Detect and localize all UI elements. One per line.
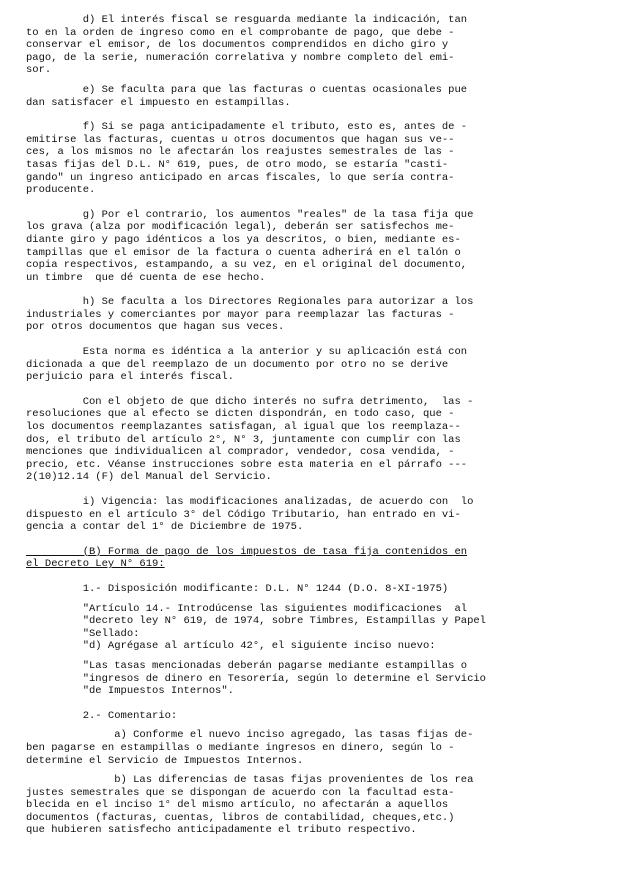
- text-line: los documentos reemplazantes satisfagan, al igual que los reemplaza--: [26, 421, 461, 434]
- text-line: dan satisfacer el impuesto en estampillas.: [26, 96, 291, 109]
- paragraph-g: [26, 209, 606, 285]
- text-line: "Artículo 14.- Introdúcense las siguientes modificaciones al: [26, 602, 468, 615]
- text-line: por otros documentos que hagan sus veces.: [26, 321, 285, 334]
- text-line: gando" un ingreso anticipado en arcas fiscales, lo que sería contra-: [26, 171, 455, 184]
- section-heading-b: [26, 546, 606, 571]
- quote-tasas: [26, 660, 606, 698]
- text-line: tampillas que el emisor de la factura o cuenta adherirá en el talón o: [26, 246, 461, 259]
- text-line: que hubieren satisfecho anticipadamente el tributo respectivo.: [26, 824, 417, 837]
- text-line: tasas fijas del D.L. N° 619, pues, de otro modo, se estaría "casti-: [26, 158, 449, 171]
- paragraph-vigencia: [26, 496, 606, 534]
- text-line: los grava (alza por modificación legal), deberán ser satisfechos me-: [26, 221, 455, 234]
- text-line: dispuesto en el artículo 3° del Código Tributario, han entrado en vi-: [26, 508, 461, 521]
- text-line: copia respectivos, estampando, a su vez, en el original del documento,: [26, 259, 468, 272]
- text-line: resoluciones que al efecto se dicten dispondrán, en todo caso, que -: [26, 408, 455, 421]
- comentario-heading: [26, 710, 606, 723]
- text-line: g) Por el contrario, los aumentos "reales" de la tasa fija que: [26, 208, 474, 221]
- text-line: ces, a los mismos no le afectarán los reajustes semestrales de las -: [26, 146, 455, 159]
- paragraph-objeto: [26, 396, 606, 484]
- text-line: to en la orden de ingreso como en el comprobante de pago, que debe -: [26, 26, 455, 39]
- text-line: conservar el emisor, de los documentos comprendidos en dicho giro y: [26, 39, 449, 52]
- text-line: determine el Servicio de Impuestos Internos.: [26, 754, 304, 767]
- text-line: "de Impuestos Internos".: [26, 685, 234, 698]
- text-line: 2(10)12.14 (F) del Manual del Servicio.: [26, 471, 272, 484]
- paragraph-d: [26, 14, 606, 77]
- text-line: precio, etc. Véanse instrucciones sobre esta materia en el párrafo ---: [26, 458, 468, 471]
- heading-line: el Decreto Ley N° 619:: [26, 558, 165, 571]
- document-page: [26, 14, 606, 837]
- paragraph-e: [26, 84, 606, 109]
- text-line: gencia a contar del 1° de Diciembre de 1975.: [26, 521, 304, 534]
- text-line: f) Si se paga anticipadamente el tributo, esto es, antes de -: [26, 121, 468, 134]
- text-line: un timbre que dé cuenta de ese hecho.: [26, 271, 266, 284]
- text-line: h) Se faculta a los Directores Regionales para autorizar a los: [26, 296, 474, 309]
- text-line: "Las tasas mencionadas deberán pagarse mediante estampillas o: [26, 659, 468, 672]
- text-line: emitirse las facturas, cuentas u otros documentos que hagan sus ve--: [26, 133, 455, 146]
- text-line: pago, de la serie, numeración correlativa y nombre completo del emi-: [26, 51, 455, 64]
- comentario-b: [26, 774, 606, 837]
- text-line: "d) Agrégase al artículo 42°, el siguiente inciso nuevo:: [26, 640, 436, 653]
- text-line: industriales y comerciantes por mayor para reemplazar las facturas -: [26, 308, 455, 321]
- paragraph-norma: [26, 346, 606, 384]
- text-line: diante giro y pago idénticos a los ya descritos, o bien, mediante es-: [26, 233, 461, 246]
- text-line: 2.- Comentario:: [26, 709, 178, 722]
- text-line: Con el objeto de que dicho interés no sufra detrimento, las -: [26, 395, 474, 408]
- text-line: documentos (facturas, cuentas, libros de contabilidad, cheques,etc.): [26, 811, 455, 824]
- heading-line: (B) Forma de pago de los impuestos de tasa fija contenidos en: [26, 545, 468, 558]
- text-line: i) Vigencia: las modificaciones analizadas, de acuerdo con lo: [26, 496, 474, 508]
- text-line: "Sellado:: [26, 627, 140, 640]
- quote-article-14: [26, 603, 606, 653]
- text-line: ben pagarse en estampillas o mediante ingresos en dinero, según lo -: [26, 741, 455, 754]
- text-line: dos, el tributo del artículo 2°, N° 3, juntamente con cumplir con las: [26, 433, 461, 446]
- text-line: e) Se faculta para que las facturas o cuentas ocasionales pue: [26, 83, 468, 96]
- text-line: d) El interés fiscal se resguarda mediante la indicación, tan: [26, 14, 468, 26]
- text-line: blecida en el inciso 1° del mismo artículo, no afectarán a aquellos: [26, 799, 449, 812]
- text-line: menciones que individualicen al comprador, vendedor, cosa vendida, -: [26, 446, 455, 459]
- text-line: producente.: [26, 184, 96, 197]
- paragraph-f: [26, 121, 606, 197]
- text-line: a) Conforme el nuevo inciso agregado, las tasas fijas de-: [26, 729, 474, 742]
- text-line: "ingresos de dinero en Tesorería, según lo determine el Servicio: [26, 672, 486, 685]
- paragraph-h: [26, 296, 606, 334]
- text-line: perjuicio para el interés fiscal.: [26, 371, 234, 384]
- text-line: dicionada a que del reemplazo de un documento por otro no se derive: [26, 358, 449, 371]
- text-line: 1.- Disposición modificante: D.L. N° 1244 (D.O. 8-XI-1975): [26, 582, 449, 595]
- comentario-a: [26, 729, 606, 767]
- disposition-modifying: [26, 583, 606, 596]
- text-line: b) Las diferencias de tasas fijas provenientes de los rea: [26, 774, 474, 787]
- text-line: "decreto ley N° 619, de 1974, sobre Timbres, Estampillas y Papel: [26, 615, 486, 628]
- text-line: sor.: [26, 64, 52, 77]
- text-line: justes semestrales que se dispongan de acuerdo con la facultad esta-: [26, 786, 455, 799]
- text-line: Esta norma es idéntica a la anterior y su aplicación está con: [26, 346, 468, 359]
